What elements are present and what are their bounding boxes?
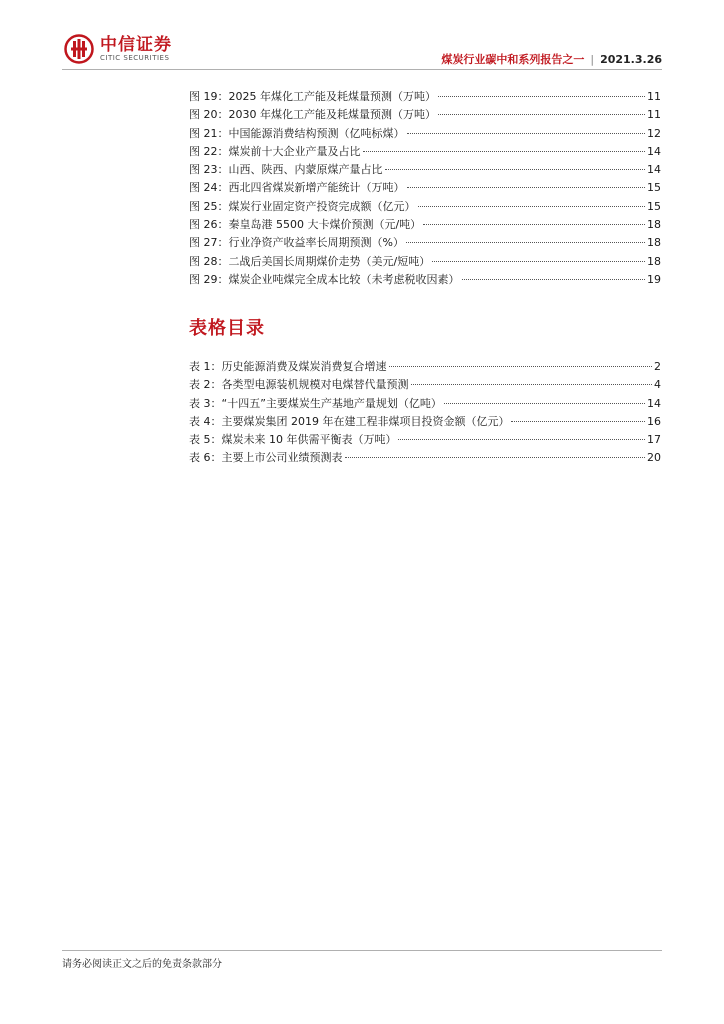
toc-entry-label: 表 5：煤炭未来 10 年供需平衡表（万吨） [189,433,397,447]
toc-entry-page: 17 [647,433,661,447]
table-toc-list [189,358,661,468]
toc-entry-page: 16 [647,414,661,428]
toc-dot-leader [411,384,653,385]
toc-dot-leader [345,457,646,458]
toc-entry-page: 14 [647,396,661,410]
toc-entry-figure-21[interactable] [189,125,661,143]
toc-entry-label: 图 19：2025 年煤化工产能及耗煤量预测（万吨） [189,90,436,103]
title-separator: | [590,53,595,66]
report-series-name: 煤炭行业碳中和系列报告之一 [441,53,585,66]
toc-dot-leader [423,224,645,225]
toc-entry-label: 表 4：主要煤炭集团 2019 年在建工程非煤项目投资金额（亿元） [189,414,510,428]
toc-entry-page: 2 [654,360,661,373]
header-divider [62,69,662,70]
toc-dot-leader [398,439,645,440]
toc-entry-figure-28[interactable] [189,253,661,271]
toc-entry-figure-26[interactable] [189,216,661,234]
toc-entry-label: 图 24：西北四省煤炭新增产能统计（万吨） [189,181,405,195]
toc-entry-figure-23[interactable] [189,161,661,179]
toc-dot-leader [385,169,646,170]
toc-entry-label: 表 3：“十四五”主要煤炭生产基地产量规划（亿吨） [189,396,442,410]
toc-entry-page: 4 [654,378,661,392]
toc-dot-leader [418,206,646,207]
toc-dot-leader [407,187,646,188]
toc-entry-label: 表 2：各类型电源装机规模对电煤替代量预测 [189,378,409,392]
toc-entry-table-2[interactable] [189,376,661,394]
toc-entry-label: 图 29：煤炭企业吨煤完全成本比较（未考虑税收因素） [189,272,460,286]
logo-english-name: CITIC SECURITIES [100,53,170,62]
toc-dot-leader [438,96,645,97]
toc-entry-page: 18 [647,254,661,268]
toc-entry-figure-27[interactable] [189,234,661,252]
table-toc-heading: 表格目录 [189,318,265,339]
toc-entry-page: 20 [647,451,661,465]
toc-entry-label: 图 28：二战后美国长周期煤价走势（美元/短吨） [189,254,431,268]
toc-entry-page: 11 [647,90,661,103]
toc-entry-page: 15 [647,199,661,213]
toc-entry-figure-25[interactable] [189,198,661,216]
toc-dot-leader [511,421,645,422]
toc-entry-table-4[interactable] [189,413,661,431]
toc-entry-page: 19 [647,272,661,286]
toc-dot-leader [363,151,646,152]
toc-entry-page: 15 [647,181,661,195]
citic-logo-icon [64,34,94,64]
toc-entry-label: 表 1：历史能源消费及煤炭消费复合增速 [189,360,387,373]
toc-dot-leader [438,114,645,115]
toc-dot-leader [389,366,653,367]
toc-entry-table-1[interactable] [189,358,661,376]
toc-dot-leader [432,261,645,262]
toc-entry-figure-19[interactable] [189,88,661,106]
figure-toc-list [189,88,661,289]
toc-entry-label: 图 23：山西、陕西、内蒙原煤产量占比 [189,163,383,177]
page-header [0,0,724,80]
toc-entry-page: 12 [647,126,661,140]
toc-entry-label: 图 20：2030 年煤化工产能及耗煤量预测（万吨） [189,108,436,122]
toc-entry-label: 图 22：煤炭前十大企业产量及占比 [189,144,361,158]
toc-entry-label: 图 25：煤炭行业固定资产投资完成额（亿元） [189,199,416,213]
toc-entry-table-6[interactable] [189,449,661,467]
toc-entry-page: 18 [647,236,661,250]
toc-entry-page: 14 [647,163,661,177]
toc-entry-label: 图 26：秦皇岛港 5500 大卡煤价预测（元/吨） [189,218,422,232]
footer-divider [62,950,662,951]
toc-dot-leader [462,279,646,280]
toc-entry-figure-20[interactable] [189,106,661,124]
logo-chinese-name: 中信证券 [100,34,172,55]
toc-entry-page: 14 [647,144,661,158]
toc-entry-label: 表 6：主要上市公司业绩预测表 [189,451,343,465]
toc-entry-label: 图 21：中国能源消费结构预测（亿吨标煤） [189,126,405,140]
toc-entry-table-5[interactable] [189,431,661,449]
toc-entry-figure-24[interactable] [189,179,661,197]
toc-dot-leader [444,403,645,404]
footer-disclaimer: 请务必阅读正文之后的免责条款部分 [62,959,222,970]
toc-dot-leader [407,133,646,134]
toc-entry-figure-29[interactable] [189,271,661,289]
toc-entry-label: 图 27：行业净资产收益率长周期预测（%） [189,236,404,250]
citic-logo [64,34,172,64]
toc-entry-page: 18 [647,218,661,232]
toc-entry-figure-22[interactable] [189,143,661,161]
toc-entry-page: 11 [647,108,661,122]
report-series-title [441,51,662,67]
toc-entry-table-3[interactable] [189,395,661,413]
toc-dot-leader [406,242,645,243]
report-date: 2021.3.26 [600,53,662,66]
